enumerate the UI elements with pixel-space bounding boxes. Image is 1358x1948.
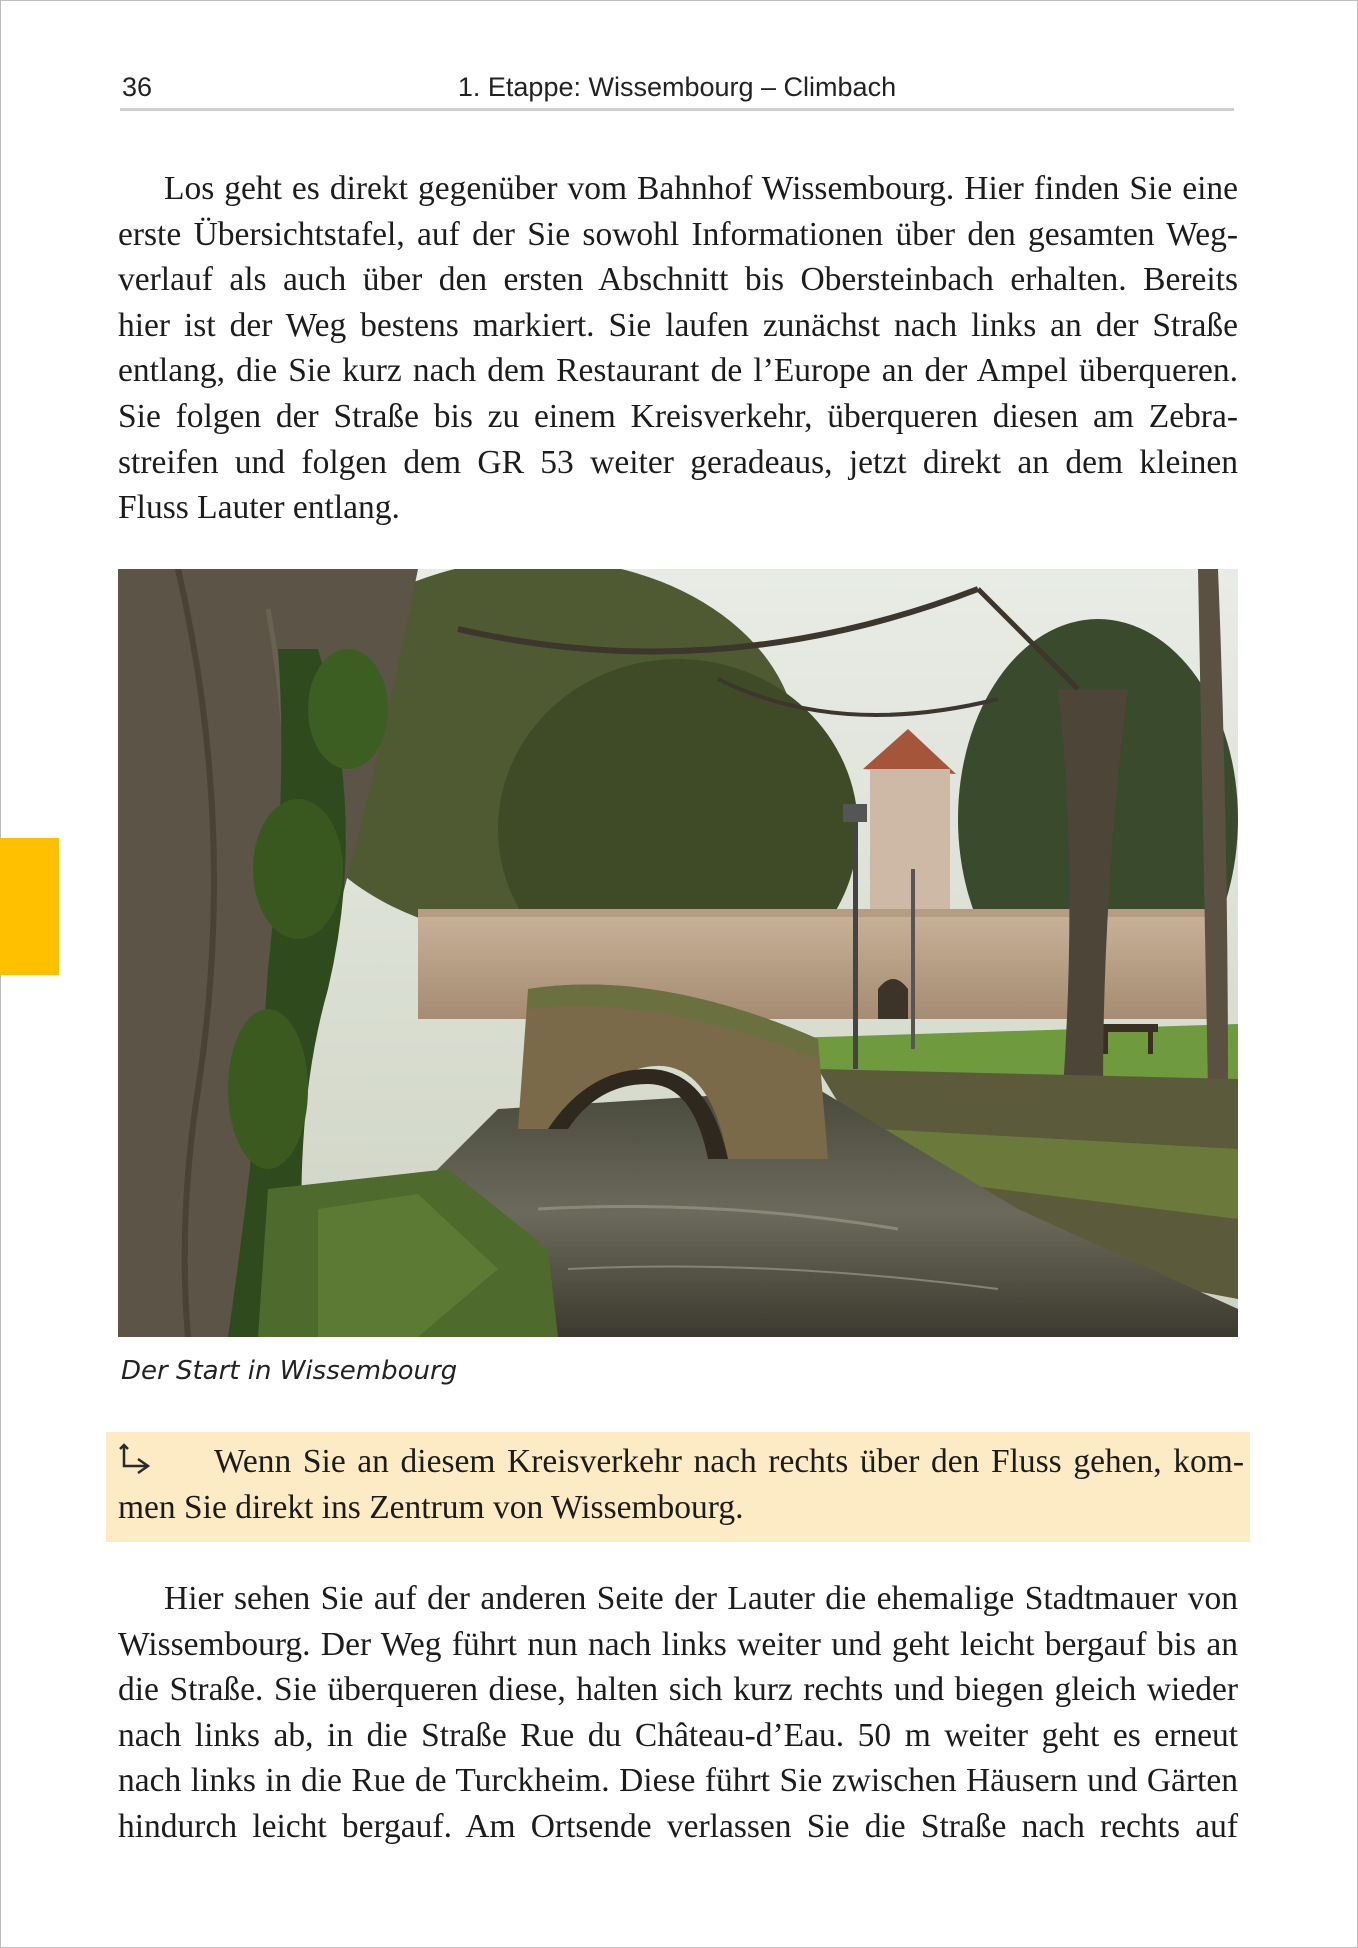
body-paragraph-1 — [118, 166, 1238, 531]
paragraph-line: erste Übersichtstafel, auf der Sie sowohl Informationen über den gesamten Weg- — [118, 215, 1238, 253]
paragraph-line: Fluss Lauter entlang. — [118, 489, 400, 527]
paragraph-line: nach links in die Rue de Turckheim. Diese führt Sie zwischen Häusern und Gärten — [118, 1762, 1238, 1800]
running-header — [120, 68, 1234, 111]
tip-box — [106, 1432, 1250, 1542]
paragraph-line: Sie folgen der Straße bis zu einem Kreisverkehr, überqueren diesen am Zebra- — [118, 397, 1238, 435]
paragraph-line: Wissembourg. Der Weg führt nun nach links weiter und geht leicht bergauf bis an — [118, 1625, 1238, 1663]
running-title: 1. Etappe: Wissembourg – Climbach — [457, 72, 897, 102]
paragraph-line: hindurch leicht bergauf. Am Ortsende verlassen Sie die Straße nach rechts auf — [118, 1807, 1238, 1845]
page-number: 36 — [122, 72, 153, 102]
photo-caption: Der Start in Wissembourg — [121, 1356, 458, 1386]
paragraph-line: verlauf als auch über den ersten Abschnitt bis Obersteinbach erhalten. Bereits — [118, 261, 1238, 299]
paragraph-line: hier ist der Weg bestens markiert. Sie laufen zunächst nach links an der Straße — [118, 306, 1238, 344]
paragraph-line: Hier sehen Sie auf der anderen Seite der Lauter die ehemalige Stadtmauer von — [164, 1580, 1238, 1617]
chapter-thumb-tab — [0, 838, 59, 975]
tip-line: men Sie direkt ins Zentrum von Wissembourg. — [118, 1488, 744, 1526]
paragraph-line: nach links ab, in die Straße Rue du Château-d’Eau. 50 m weiter geht es erneut — [118, 1716, 1238, 1754]
tip-line: Wenn Sie an diesem Kreisverkehr nach rechts über den Fluss gehen, kom- — [214, 1443, 1244, 1480]
paragraph-line: streifen und folgen dem GR 53 weiter geradeaus, jetzt direkt an dem kleinen — [118, 443, 1238, 481]
paragraph-line: die Straße. Sie überqueren diese, halten sich kurz rechts und biegen gleich wieder — [118, 1671, 1238, 1709]
paragraph-line: Los geht es direkt gegenüber vom Bahnhof Wissembourg. Hier finden Sie eine — [164, 170, 1238, 207]
body-paragraph-2 — [118, 1576, 1238, 1850]
river-bridge-photo — [118, 569, 1238, 1337]
tip-text — [118, 1439, 1244, 1530]
paragraph-line: entlang, die Sie kurz nach dem Restaurant de l’Europe an der Ampel überqueren. — [118, 352, 1238, 390]
photo-illustration — [118, 569, 1238, 1337]
